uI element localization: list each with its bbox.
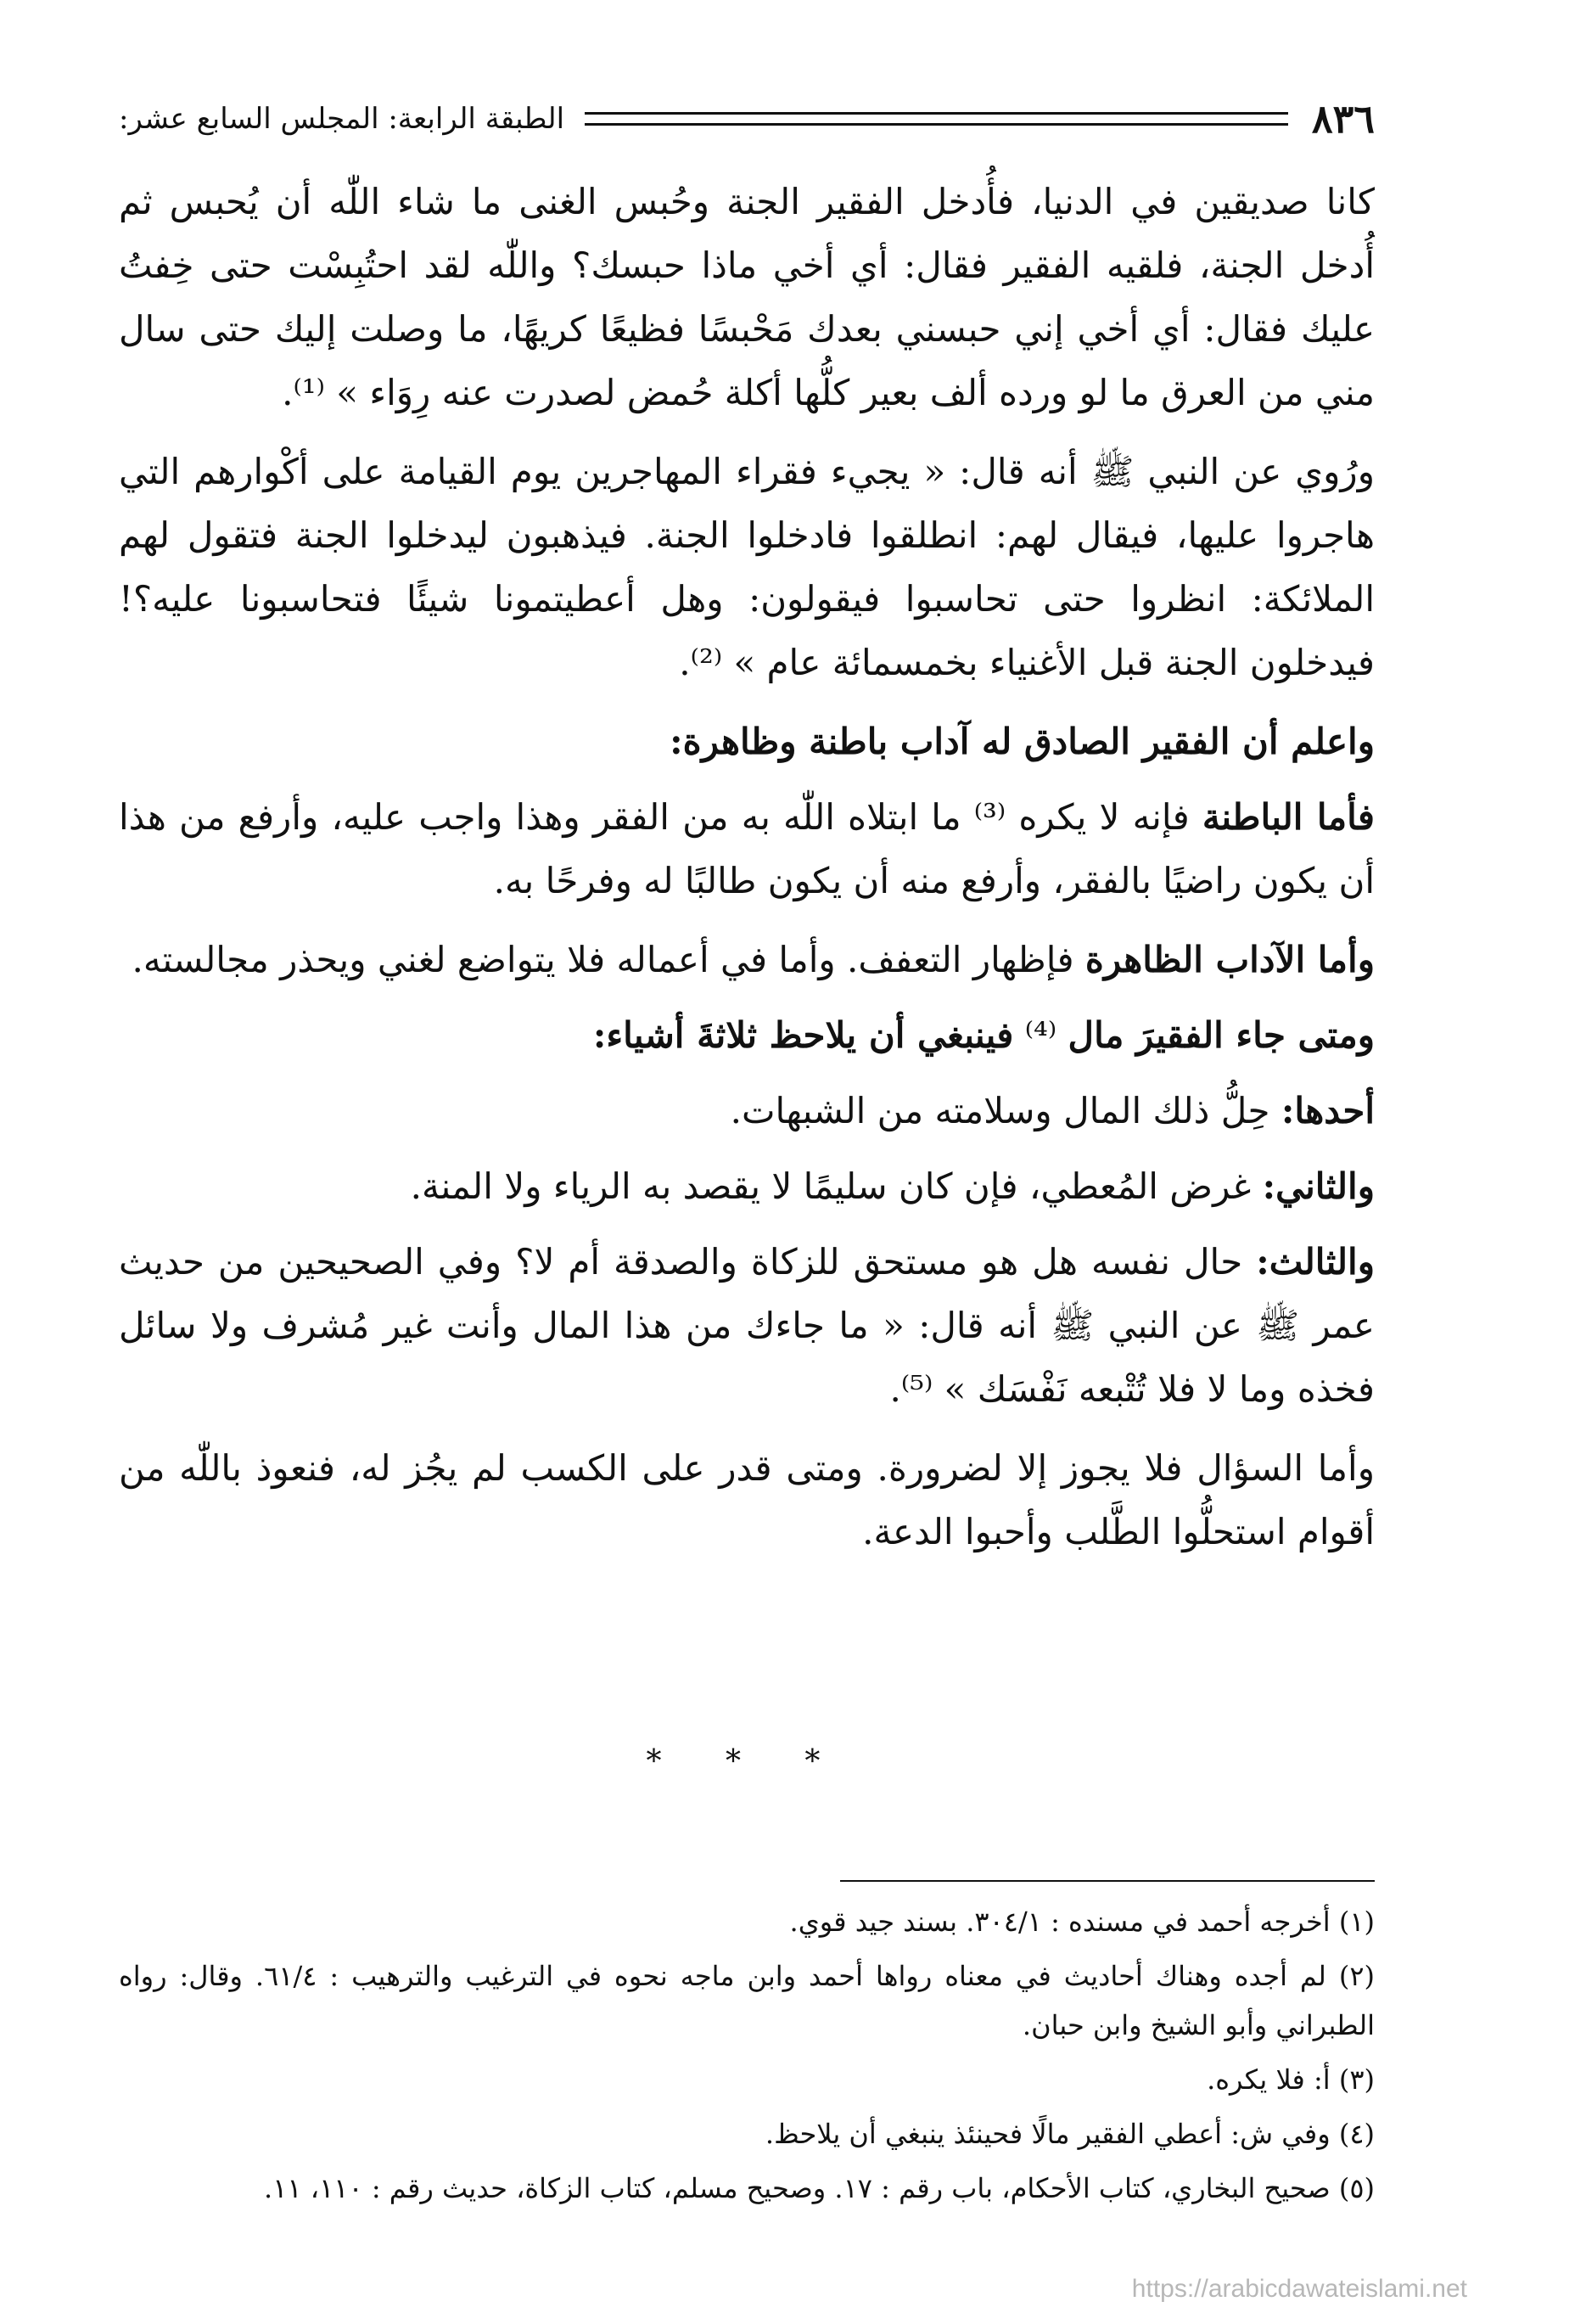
page-number: ٨٣٦	[1311, 96, 1375, 142]
footnote: (٤) وفي ش: أعطي الفقير مالًا فحينئذ ينبغي أن يلاحظ.	[765, 2118, 1375, 2150]
paragraph	[119, 1230, 1375, 1421]
paragraph	[119, 1154, 1375, 1218]
section-heading	[119, 1003, 1375, 1067]
header-double-rule	[585, 112, 1288, 126]
paragraph	[119, 928, 1375, 991]
paragraph-lead: والثالث:	[1256, 1241, 1375, 1283]
running-header	[119, 85, 1375, 153]
paragraph-lead: فأما الباطنة	[1202, 796, 1375, 838]
paragraph	[119, 1079, 1375, 1142]
source-watermark: https://arabicdawateislami.net	[1131, 2275, 1467, 2303]
footnote: (٢) لم أجده وهناك أحاديث في معناه رواها أحمد وابن ماجه نحوه في الترغيب والترهيب : ٦١/٤. وقال: رواه الطبراني وأبو الشيخ وابن حبان.	[119, 1960, 1376, 2041]
footnote-marker: ⁽⁴⁾	[1013, 1014, 1068, 1056]
footnote: (٥) صحيح البخاري، كتاب الأحكام، باب رقم : ١٧. وصحيح مسلم، كتاب الزكاة، حديث رقم : ١١٠، ١١.	[264, 2172, 1375, 2204]
paragraph-lead: وأما الآداب الظاهرة	[1084, 939, 1375, 980]
paragraph: ورُوي عن النبي ﷺ أنه قال: « يجيء فقراء المهاجرين يوم القيامة على أكْوارهم التي هاجروا عليها، فيقال لهم: انطلقوا فادخلوا الجنة. فيذهبون ليدخلوا الجنة فتقول لهم الملائكة: انظروا حتى تحاسبوا فيقولون: وهل أعطيتمونا شيئًا فتحاسبونا عليه؟! فيدخلون الجنة قبل الأغنياء بخمسمائة عام » ⁽²⁾.	[119, 451, 1375, 683]
section-heading: واعلم أن الفقير الصادق له آداب باطنة وظاهرة:	[670, 721, 1375, 762]
paragraph-lead: والثاني:	[1262, 1165, 1375, 1207]
paragraph-text: فينبغي أن يلاحظ ثلاثةَ أشياء:	[592, 1014, 1014, 1056]
paragraph-text: فإنه لا يكره ⁽³⁾ ما ابتلاه اللّٰه به من الفقر وهذا واجب عليه، وأرفع من هذا أن يكون راضيًا بالفقر، وأرفع منه أن يكون طالبًا له وفرحًا به.	[119, 796, 1375, 901]
footnotes	[119, 1897, 1375, 2218]
paragraph	[119, 785, 1375, 912]
paragraph-text: فإظهار التعفف. وأما في أعماله فلا يتواضع لغني ويحذر مجالسته.	[132, 939, 1085, 980]
paragraph-text: غرض المُعطي، فإن كان سليمًا لا يقصد به الرياء ولا المنة.	[410, 1165, 1263, 1207]
section-separator: * * *	[646, 1744, 848, 1779]
paragraph-text: حِلُّ ذلك المال وسلامته من الشبهات.	[730, 1090, 1281, 1131]
main-text	[119, 170, 1375, 1579]
footnote-divider	[840, 1880, 1375, 1882]
paragraph-lead: ومتى جاء الفقيرَ مال	[1068, 1014, 1375, 1056]
paragraph-lead: أحدها:	[1281, 1090, 1375, 1131]
footnote: (٣) أ: فلا يكره.	[1207, 2063, 1375, 2096]
footnote: (١) أخرجه أحمد في مسنده : ٣٠٤/١. بسند جيد قوي.	[789, 1906, 1375, 1938]
paragraph: كانا صديقين في الدنيا، فأُدخل الفقير الجنة وحُبس الغنى ما شاء اللّٰه أن يُحبس ثم أُدخل الجنة، فلقيه الفقير فقال: أي أخي ماذا حبسك؟ واللّٰه لقد احتُبِسْت حتى خِفتُ عليك فقال: أي أخي إني حبسني بعدك مَحْبسًا فظيعًا كريهًا، ما وصلت إليك حتى سال مني من العرق ما لو ورده ألف بعير كلُّها أكلة حُمض لصدرت عنه رِوَاء » ⁽¹⁾.	[119, 181, 1375, 413]
paragraph-text: حال نفسه هل هو مستحق للزكاة والصدقة أم لا؟ وفي الصحيحين من حديث عمر ﷺ عن النبي ﷺ أنه قال: « ما جاءك من هذا المال وأنت غير مُشرف ولا سائل فخذه وما لا فلا تُتْبعه نَفْسَك » ⁽⁵⁾.	[119, 1241, 1375, 1410]
book-page	[119, 85, 1375, 2258]
running-title: الطبقة الرابعة: المجلس السابع عشر:	[119, 102, 565, 136]
paragraph: وأما السؤال فلا يجوز إلا لضرورة. ومتى قدر على الكسب لم يجُز له، فنعوذ باللّٰه من أقوام استحلُّوا الطَّلب وأحبوا الدعة.	[119, 1447, 1375, 1552]
